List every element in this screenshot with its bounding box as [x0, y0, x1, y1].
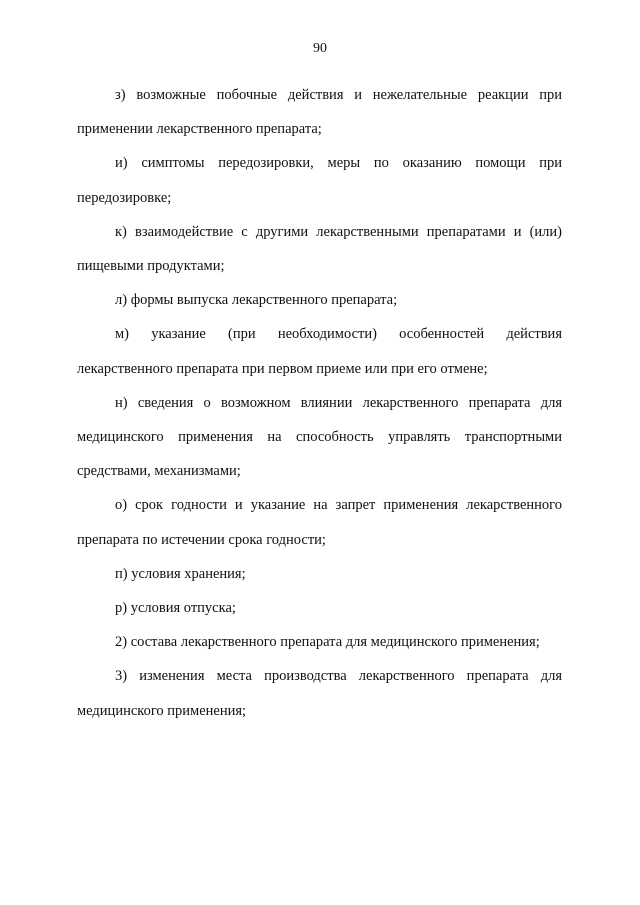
list-item-z-side-effects: з) возможные побочные действия и нежелательные реакции при применении лекарственного препарата;: [77, 87, 562, 138]
list-item-n-driving-ability: н) сведения о возможном влиянии лекарственного препарата для медицинского применения на способность управлять транспортными средствами, механизмами;: [77, 394, 562, 480]
list-item-o-shelf-life: о) срок годности и указание на запрет применения лекарственного препарата по истечении срока годности;: [77, 497, 562, 548]
list-item-m-first-dose-withdrawal: м) указание (при необходимости) особенностей действия лекарственного препарата при первом приеме или при его отмене;: [77, 326, 562, 377]
list-item-2-composition: 2) состава лекарственного препарата для медицинского применения;: [115, 634, 540, 651]
document-body: [77, 78, 562, 728]
list-item-i-overdose: и) симптомы передозировки, меры по оказанию помощи при передозировке;: [77, 155, 562, 206]
list-item-p-storage: п) условия хранения;: [115, 565, 246, 582]
list-item-l-release-forms: л) формы выпуска лекарственного препарата;: [115, 292, 398, 309]
list-item-3-production-site: 3) изменения места производства лекарственного препарата для медицинского применения;: [77, 668, 562, 719]
list-item-r-dispensing: р) условия отпуска;: [115, 600, 236, 617]
page-number: 90: [313, 41, 327, 56]
list-item-k-interactions: к) взаимодействие с другими лекарственными препаратами и (или) пищевыми продуктами;: [77, 223, 562, 275]
